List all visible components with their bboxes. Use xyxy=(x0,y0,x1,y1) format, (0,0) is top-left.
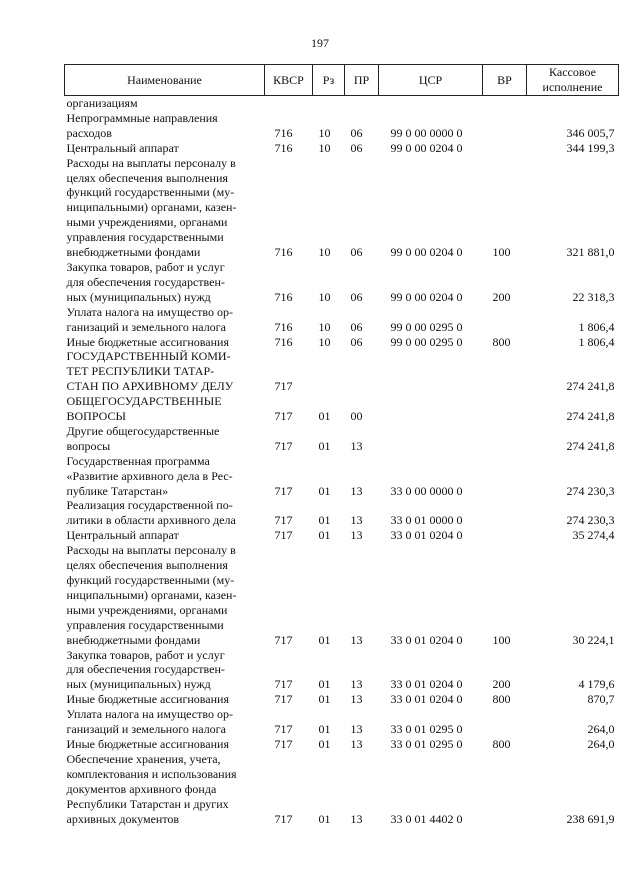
cell-name-line: Закупка товаров, работ и услуг xyxy=(66,259,225,274)
cell-rz: 10 xyxy=(318,334,331,349)
table-row xyxy=(65,96,619,111)
cell-name-line: расходов xyxy=(66,125,112,140)
budget-table xyxy=(64,64,619,826)
cell-name-line: архивных документов xyxy=(66,811,180,826)
cell-rz: 01 xyxy=(318,736,331,751)
cell-rz: 10 xyxy=(318,289,331,304)
header-name: Наименование xyxy=(65,65,265,96)
cell-name-line: ных (муниципальных) нужд xyxy=(66,289,211,304)
cell-name-line: ГОСУДАРСТВЕННЫЙ КОМИ- xyxy=(66,349,231,364)
cell-rz xyxy=(313,349,345,394)
cell-vr: 100 xyxy=(492,632,511,647)
cell-pr: 13 xyxy=(350,632,363,647)
cell-csr: 33 0 01 0295 0 xyxy=(390,736,463,751)
cell-name xyxy=(65,260,265,305)
cell-vr: 800 xyxy=(492,736,511,751)
cell-name-line: управления государственными xyxy=(66,230,224,245)
cell-name-line: функций государственными (му- xyxy=(66,185,235,200)
cell-pr: 00 xyxy=(350,409,363,424)
header-rz: Рз xyxy=(313,65,345,96)
cell-csr: 33 0 00 0000 0 xyxy=(390,483,463,498)
cell-kvsr: 717 xyxy=(274,438,293,453)
table-row xyxy=(65,528,619,543)
cell-vr: 200 xyxy=(492,677,511,692)
cell-sum: 264,0 xyxy=(587,736,615,751)
cell-name-line: СТАН ПО АРХИВНОМУ ДЕЛУ xyxy=(66,379,234,394)
cell-pr: 13 xyxy=(350,722,363,737)
header-sum-line-2: исполнение xyxy=(542,80,603,94)
cell-name xyxy=(65,394,265,424)
cell-kvsr: 716 xyxy=(274,125,293,140)
header-csr: ЦСР xyxy=(379,65,483,96)
cell-name-line: ТЕТ РЕСПУБЛИКИ ТАТАР- xyxy=(66,364,215,379)
table-row xyxy=(65,349,619,394)
cell-vr xyxy=(483,349,527,394)
cell-csr: 99 0 00 0295 0 xyxy=(390,334,463,349)
table-row xyxy=(65,111,619,141)
cell-name-line: целях обеспечения выполнения xyxy=(66,170,228,185)
cell-sum: 870,7 xyxy=(587,692,615,707)
cell-pr xyxy=(345,96,379,111)
cell-vr xyxy=(483,394,527,424)
cell-csr xyxy=(379,349,483,394)
cell-kvsr: 717 xyxy=(274,528,293,543)
cell-rz xyxy=(313,96,345,111)
cell-csr: 33 0 01 0204 0 xyxy=(390,692,463,707)
cell-name xyxy=(65,111,265,141)
cell-name xyxy=(65,454,265,499)
cell-csr: 33 0 01 0000 0 xyxy=(390,513,463,528)
cell-kvsr: 717 xyxy=(274,513,293,528)
cell-name-line: «Развитие архивного дела в Рес- xyxy=(66,468,233,483)
cell-name-line: внебюджетными фондами xyxy=(66,245,201,260)
cell-name-line: Обеспечение хранения, учета, xyxy=(66,751,221,766)
table-row xyxy=(65,141,619,156)
cell-name-line: Республики Татарстан и других xyxy=(66,796,229,811)
cell-name xyxy=(65,648,265,693)
cell-sum: 1 806,4 xyxy=(578,334,615,349)
table-row xyxy=(65,305,619,335)
cell-pr: 13 xyxy=(350,438,363,453)
cell-rz: 10 xyxy=(318,245,331,260)
cell-vr xyxy=(483,305,527,335)
cell-sum: 30 224,1 xyxy=(572,632,615,647)
cell-kvsr: 717 xyxy=(274,692,293,707)
cell-rz: 01 xyxy=(318,528,331,543)
cell-sum: 321 881,0 xyxy=(566,245,615,260)
header-vr: ВР xyxy=(483,65,527,96)
cell-vr: 200 xyxy=(492,289,511,304)
cell-vr xyxy=(483,424,527,454)
cell-name-line: публике Татарстан» xyxy=(66,483,169,498)
cell-sum: 238 691,9 xyxy=(566,811,615,826)
cell-pr: 06 xyxy=(350,289,363,304)
cell-pr: 06 xyxy=(350,140,363,155)
cell-csr: 99 0 00 0295 0 xyxy=(390,319,463,334)
cell-kvsr: 716 xyxy=(274,319,293,334)
cell-rz: 10 xyxy=(318,140,331,155)
cell-pr: 13 xyxy=(350,528,363,543)
cell-name-line: ВОПРОСЫ xyxy=(66,409,126,424)
cell-pr: 06 xyxy=(350,319,363,334)
cell-vr xyxy=(483,498,527,528)
cell-sum: 264,0 xyxy=(587,722,615,737)
cell-name xyxy=(65,528,265,543)
cell-name xyxy=(65,335,265,350)
cell-name-line: Другие общегосударственные xyxy=(66,423,220,438)
cell-csr: 33 0 01 0204 0 xyxy=(390,528,463,543)
cell-name-line: Государственная программа xyxy=(66,453,210,468)
cell-name-line: Иные бюджетные ассигнования xyxy=(66,692,229,707)
cell-kvsr: 717 xyxy=(274,736,293,751)
cell-sum xyxy=(527,96,619,111)
cell-sum: 346 005,7 xyxy=(566,125,615,140)
cell-sum: 1 806,4 xyxy=(578,319,615,334)
cell-name xyxy=(65,498,265,528)
cell-rz: 01 xyxy=(318,677,331,692)
table-row xyxy=(65,156,619,260)
table-row xyxy=(65,394,619,424)
cell-sum: 4 179,6 xyxy=(578,677,615,692)
table-row xyxy=(65,752,619,827)
cell-rz: 01 xyxy=(318,722,331,737)
cell-kvsr: 717 xyxy=(274,632,293,647)
cell-name xyxy=(65,349,265,394)
cell-pr: 06 xyxy=(350,245,363,260)
cell-pr: 13 xyxy=(350,677,363,692)
cell-pr: 06 xyxy=(350,334,363,349)
cell-rz: 10 xyxy=(318,319,331,334)
cell-name xyxy=(65,707,265,737)
cell-name-line: целях обеспечения выполнения xyxy=(66,558,228,573)
cell-name-line: для обеспечения государствен- xyxy=(66,662,225,677)
cell-csr: 99 0 00 0000 0 xyxy=(390,125,463,140)
cell-name-line: ных (муниципальных) нужд xyxy=(66,677,211,692)
header-sum xyxy=(527,65,619,96)
cell-kvsr: 717 xyxy=(274,811,293,826)
cell-name-line: ными учреждениями, органами xyxy=(66,215,228,230)
cell-name-line: Расходы на выплаты персоналу в xyxy=(66,155,236,170)
header-kvsr: КВСР xyxy=(265,65,313,96)
cell-rz: 01 xyxy=(318,438,331,453)
cell-csr: 99 0 00 0204 0 xyxy=(390,140,463,155)
cell-csr: 33 0 01 0204 0 xyxy=(390,677,463,692)
cell-kvsr: 717 xyxy=(274,677,293,692)
cell-pr: 06 xyxy=(350,125,363,140)
cell-rz: 01 xyxy=(318,811,331,826)
cell-kvsr xyxy=(265,96,313,111)
cell-pr: 13 xyxy=(350,513,363,528)
cell-csr xyxy=(379,424,483,454)
cell-name xyxy=(65,752,265,827)
cell-rz: 01 xyxy=(318,409,331,424)
cell-csr: 99 0 00 0204 0 xyxy=(390,289,463,304)
cell-name xyxy=(65,305,265,335)
cell-name-line: литики в области архивного дела xyxy=(66,513,236,528)
table-row xyxy=(65,260,619,305)
cell-kvsr: 716 xyxy=(274,140,293,155)
header-sum-line-1: Кассовое xyxy=(549,65,596,79)
table-row xyxy=(65,543,619,647)
cell-vr xyxy=(483,96,527,111)
cell-vr xyxy=(483,707,527,737)
cell-name xyxy=(65,424,265,454)
cell-name xyxy=(65,156,265,260)
cell-kvsr: 717 xyxy=(274,722,293,737)
cell-vr xyxy=(483,111,527,141)
cell-name-line: Реализация государственной по- xyxy=(66,498,233,513)
cell-name-line: ниципальными) органами, казен- xyxy=(66,587,237,602)
cell-name-line: ганизаций и земельного налога xyxy=(66,722,226,737)
cell-name-line: ганизаций и земельного налога xyxy=(66,319,226,334)
table-row xyxy=(65,498,619,528)
cell-csr xyxy=(379,394,483,424)
cell-name-line: организациям xyxy=(66,96,138,110)
table-row xyxy=(65,737,619,752)
cell-kvsr: 716 xyxy=(274,245,293,260)
table-row xyxy=(65,335,619,350)
cell-kvsr: 716 xyxy=(274,334,293,349)
cell-rz: 01 xyxy=(318,483,331,498)
cell-name xyxy=(65,543,265,647)
cell-sum: 274 241,8 xyxy=(566,409,615,424)
cell-vr xyxy=(483,454,527,499)
cell-vr: 800 xyxy=(492,692,511,707)
cell-name-line: Непрограммные направления xyxy=(66,110,218,125)
cell-kvsr: 716 xyxy=(274,289,293,304)
cell-name-line: вопросы xyxy=(66,438,111,453)
cell-name-line: ОБЩЕГОСУДАРСТВЕННЫЕ xyxy=(66,394,222,409)
cell-name-line: внебюджетными фондами xyxy=(66,632,201,647)
cell-sum: 22 318,3 xyxy=(572,289,615,304)
table-row xyxy=(65,707,619,737)
table-row xyxy=(65,648,619,693)
table-body xyxy=(65,96,619,827)
cell-vr xyxy=(483,528,527,543)
cell-name-line: управления государственными xyxy=(66,617,224,632)
cell-csr: 33 0 01 0204 0 xyxy=(390,632,463,647)
cell-rz: 10 xyxy=(318,125,331,140)
table-row xyxy=(65,424,619,454)
page-number: 197 xyxy=(311,36,329,50)
cell-kvsr: 717 xyxy=(274,379,293,394)
cell-csr: 33 0 01 4402 0 xyxy=(390,811,463,826)
cell-name xyxy=(65,141,265,156)
cell-name-line: Закупка товаров, работ и услуг xyxy=(66,647,225,662)
cell-name-line: Уплата налога на имущество ор- xyxy=(66,707,233,722)
cell-name-line: документов архивного фонда xyxy=(66,781,217,796)
cell-sum: 274 241,8 xyxy=(566,438,615,453)
cell-name-line: комплектования и использования xyxy=(66,766,237,781)
cell-name-line: для обеспечения государствен- xyxy=(66,274,225,289)
cell-pr: 13 xyxy=(350,483,363,498)
cell-csr xyxy=(379,96,483,111)
header-pr: ПР xyxy=(345,65,379,96)
table-row xyxy=(65,454,619,499)
cell-vr: 800 xyxy=(492,334,511,349)
cell-name-line: Иные бюджетные ассигнования xyxy=(66,334,229,349)
cell-name-line: функций государственными (му- xyxy=(66,573,235,587)
cell-name-line: Центральный аппарат xyxy=(66,140,179,155)
cell-kvsr: 717 xyxy=(274,409,293,424)
table-row xyxy=(65,692,619,707)
cell-name xyxy=(65,737,265,752)
cell-sum: 35 274,4 xyxy=(572,528,615,543)
cell-sum: 274 241,8 xyxy=(566,379,615,394)
cell-name-line: Уплата налога на имущество ор- xyxy=(66,304,233,319)
cell-vr xyxy=(483,141,527,156)
cell-name-line: ниципальными) органами, казен- xyxy=(66,200,237,215)
cell-name-line: Иные бюджетные ассигнования xyxy=(66,736,229,751)
cell-vr xyxy=(483,752,527,827)
cell-pr: 13 xyxy=(350,736,363,751)
cell-name xyxy=(65,96,265,111)
cell-rz: 01 xyxy=(318,513,331,528)
cell-rz: 01 xyxy=(318,692,331,707)
cell-csr: 33 0 01 0295 0 xyxy=(390,722,463,737)
cell-pr: 13 xyxy=(350,811,363,826)
cell-vr: 100 xyxy=(492,245,511,260)
table-header xyxy=(65,65,619,96)
cell-name-line: Расходы на выплаты персоналу в xyxy=(66,543,236,558)
cell-name xyxy=(65,692,265,707)
cell-rz: 01 xyxy=(318,632,331,647)
cell-csr: 99 0 00 0204 0 xyxy=(390,245,463,260)
cell-kvsr: 717 xyxy=(274,483,293,498)
cell-pr: 13 xyxy=(350,692,363,707)
cell-sum: 274 230,3 xyxy=(566,483,615,498)
cell-name-line: Центральный аппарат xyxy=(66,528,179,543)
cell-pr xyxy=(345,349,379,394)
cell-sum: 344 199,3 xyxy=(566,140,615,155)
cell-sum: 274 230,3 xyxy=(566,513,615,528)
cell-name-line: ными учреждениями, органами xyxy=(66,602,228,617)
